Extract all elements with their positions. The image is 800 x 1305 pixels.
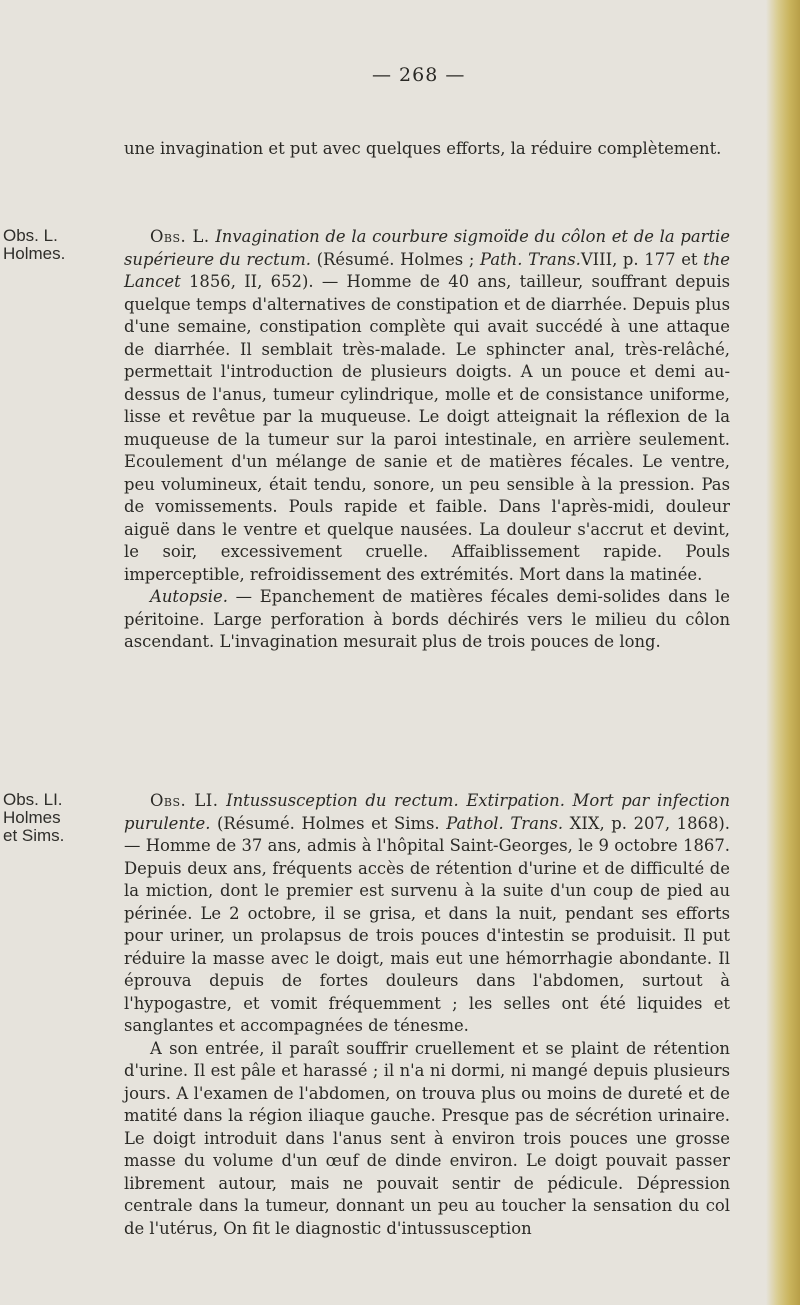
obs-l-label: Obs. L. (150, 227, 210, 246)
obs-li-paragraph (124, 790, 730, 1038)
obs-l-autopsy-paragraph (124, 586, 730, 654)
obs-l-citation-journal: Path. Trans. (480, 249, 581, 269)
obs-li-title: Intussusception du rectum. Extirpation. Mort par infection purulente. (124, 791, 731, 833)
page-number: — 268 — (372, 64, 466, 86)
observation-l (124, 226, 730, 654)
obs-l-title: Invagination de la courbure sigmoïde du côlon et de la partie supérieure du rectum. (124, 227, 731, 269)
obs-l-citation-journal2: the Lancet (124, 249, 730, 291)
obs-li-body-1: — Homme de 37 ans, admis à l'hôpital Saint-Georges, le 9 octobre 1867. Depuis deux ans, fréquents accès de rétention d'urine et de difficulté de la miction, dont le premier est survenu à la suite d'un coup de pied au périnée. Le 2 octobre, il se grisa, et dans la nuit, pendant ses efforts pour uriner, un prolapsus de trois pouces d'intestin se produisit. Il put réduire la masse avec le doigt, mais eut une hémorrhagie abondante. Il éprouva depuis de fortes douleurs dans l'abdomen, surtout à l'hypogastre, et vomit fréquemment ; les selles ont été liquides et sanglantes et accompagnées de ténesme. (124, 836, 730, 1035)
obs-li-citation-close: XIX, p. 207, 1868). (569, 813, 730, 833)
continuation-text: une invagination et put avec quelques efforts, la réduire complètement. (124, 139, 722, 158)
margin-note-obs-li: Obs. LI. Holmes et Sims. (3, 790, 65, 845)
continuation-paragraph (124, 138, 730, 161)
obs-l-paragraph (124, 226, 730, 586)
obs-l-autopsy-text: — Epanchement de matières fécales demi-solides dans le péritoine. Large perforation à bords déchirés vers le milieu du côlon ascendant. L'invagination mesurait plus de trois pouces de long. (124, 587, 730, 651)
obs-li-paragraph-2: A son entrée, il paraît souffrir cruellement et se plaint de rétention d'urine. Il est pâle et harassé ; il n'a ni dormi, ni mangé depuis plusieurs jours. A l'examen de l'abdomen, on trouva plus ou moins de dureté et de matité dans la région iliaque gauche. Presque pas de sécrétion urinaire. Le doigt introduit dans l'anus sent à environ trois pouces une grosse masse du volume d'un œuf de dinde environ. Le doigt pouvait passer librement autour, mais ne pouvait sentir de pédicule. Dépression centrale dans la tumeur, donnant un peu au toucher la sensation du col de l'utérus, On fit le diagnostic d'intussusception (124, 1038, 730, 1238)
obs-l-citation-open: (Résumé. Holmes ; (316, 249, 475, 269)
obs-li-citation-journal: Pathol. Trans. (446, 813, 564, 833)
obs-l-citation-close: 1856, II, 652). (188, 272, 314, 291)
book-spine-shadow (766, 0, 800, 1305)
obs-l-citation-mid: VIII, p. 177 et (580, 249, 698, 269)
obs-li-label: Obs. LI. (150, 791, 219, 810)
observation-li (124, 790, 730, 1240)
margin-note-obs-l: Obs. L. Holmes. (3, 226, 66, 263)
obs-l-body: — Homme de 40 ans, tailleur, souffrant depuis quelque temps d'alternatives de constipation et de diarrhée. Depuis plus d'une semaine, constipation complète qui avait succédé à une attaque de diarrhée. Il semblait très-malade. Le sphincter anal, très-relâché, permettait l'introduction de plusieurs doigts. A un pouce et demi au-dessus de l'anus, tumeur cylindrique, molle et de consistance uniforme, lisse et revêtue par la muqueuse. Le doigt atteignait la réflexion de la muqueuse de la tumeur sur la paroi intestinale, en arrière seulement. Ecoulement d'un mélange de sanie et de matières fécales. Le ventre, peu volumineux, était tendu, sonore, un peu sensible à la pression. Pas de vomissements. Pouls rapide et faible. Dans l'après-midi, douleur aiguë dans le ventre et quelque nausées. La douleur s'accrut et devint, le soir, excessivement cruelle. Affaiblissement rapide. Pouls imperceptible, refroidissement des extrémités. Mort dans la matinée. (124, 272, 730, 584)
obs-l-autopsy-label: Autopsie. (150, 587, 228, 606)
obs-li-citation-open: (Résumé. Holmes et Sims. (217, 813, 440, 833)
